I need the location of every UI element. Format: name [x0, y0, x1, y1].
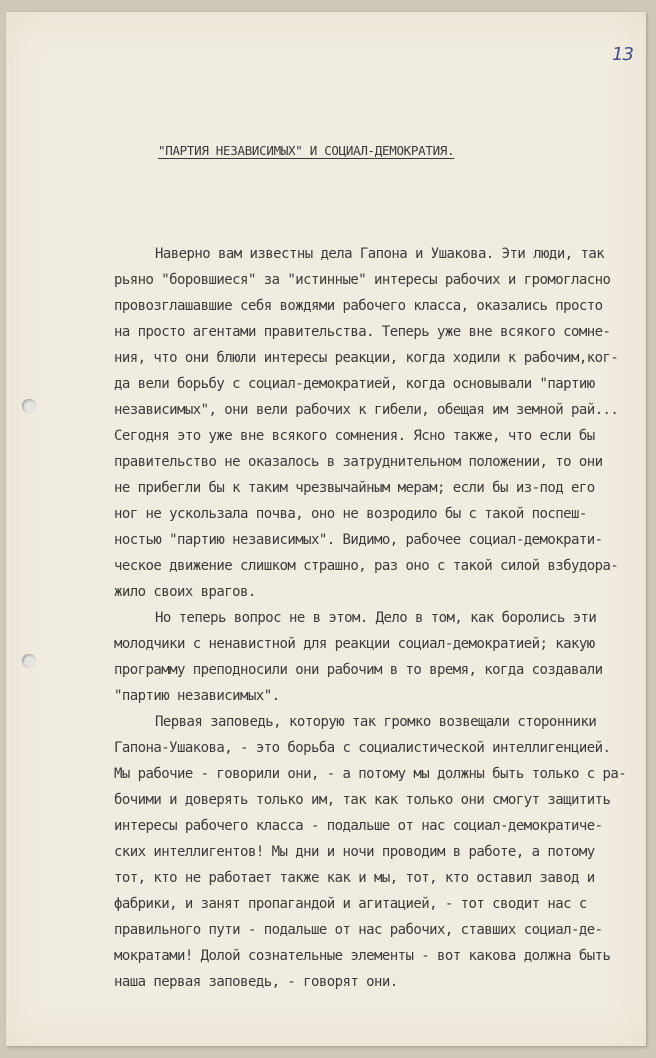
- text-line-9: правительство не оказалось в затруднительном положении, то они: [114, 454, 603, 470]
- text-line-18: "партию независимых".: [114, 688, 280, 704]
- text-line-8: Сегодня это уже вне всякого сомнения. Ясно также, что если бы: [114, 428, 595, 444]
- text-line-22: бочими и доверять только им, так как только они смогут защитить: [114, 792, 611, 808]
- text-line-14: жило своих врагов.: [114, 584, 256, 600]
- text-line-7: независимых", они вели рабочих к гибели, обещая им земной рай...: [114, 402, 619, 418]
- text-line-23: интересы рабочего класса - подальше от нас социал-демократиче-: [114, 818, 603, 834]
- text-line-25: тот, кто не работает также как и мы, тот, кто оставил завод и: [114, 870, 595, 886]
- text-line-2: рьяно "боровшиеся" за "истинные" интересы рабочих и громогласно: [114, 272, 611, 288]
- text-line-5: ния, что они блюли интересы реакции, когда ходили к рабочим,ког-: [114, 350, 619, 366]
- text-line-3: провозглашавшие себя вождями рабочего класса, оказались просто: [114, 298, 603, 314]
- text-line-4: на просто агентами правительства. Теперь уже вне всякого сомне-: [114, 324, 611, 340]
- text-line-29: наша первая заповедь, - говорят они.: [114, 974, 398, 990]
- text-line-15: Но теперь вопрос не в этом. Дело в том, как боролись эти: [155, 610, 597, 626]
- text-line-26: фабрики, и занят пропагандой и агитацией, - тот сводит нас с: [114, 896, 587, 912]
- folio-number: 13: [612, 44, 633, 65]
- text-line-1: Наверно вам известны дела Гапона и Ушакова. Эти люди, так: [155, 246, 605, 262]
- text-line-10: не прибегли бы к таким чрезвычайным мерам; если бы из-под его: [114, 480, 595, 496]
- text-line-6: да вели борьбу с социал-демократией, когда основывали "партию: [114, 376, 595, 392]
- text-line-12: ностью "партию независимых". Видимо, рабочее социал-демократи-: [114, 532, 603, 548]
- text-line-17: программу преподносили они рабочим в то время, когда создавали: [114, 662, 603, 678]
- text-line-13: ческое движение слишком страшно, раз оно с такой силой взбудора-: [114, 558, 619, 574]
- punch-hole-bottom: [22, 654, 36, 668]
- text-line-24: ских интеллигентов! Мы дни и ночи проводим в работе, а потому: [114, 844, 595, 860]
- text-line-21: Мы рабочие - говорили они, - а потому мы должны быть только с ра-: [114, 766, 627, 782]
- punch-hole-top: [22, 399, 36, 413]
- text-line-19: Первая заповедь, которую так громко возвещали сторонники: [155, 714, 597, 730]
- text-line-28: мократами! Долой сознательные элементы - вот какова должна быть: [114, 948, 611, 964]
- text-line-11: ног не ускользала почва, оно не возродило бы с такой поспеш-: [114, 506, 587, 522]
- text-line-20: Гапона-Ушакова, - это борьба с социалистической интеллигенцией.: [114, 740, 611, 756]
- document-title: "ПАРТИЯ НЕЗАВИСИМЫХ" И СОЦИАЛ-ДЕМОКРАТИЯ.: [158, 143, 455, 158]
- document-page: [6, 12, 646, 1046]
- text-line-27: правильного пути - подальше от нас рабочих, ставших социал-де-: [114, 922, 603, 938]
- text-line-16: молодчики с ненавистной для реакции социал-демократией; какую: [114, 636, 595, 652]
